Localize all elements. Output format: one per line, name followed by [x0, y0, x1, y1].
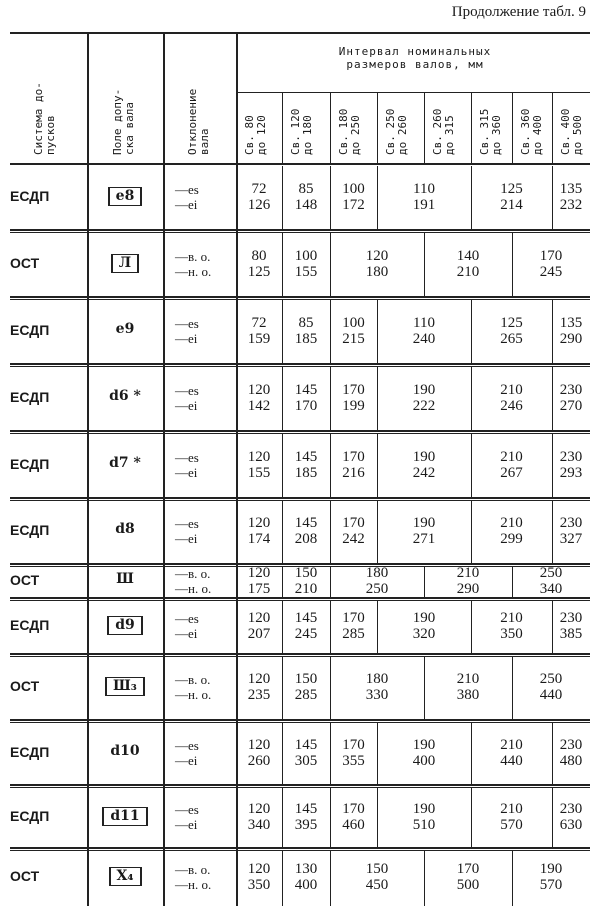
- row-rule: [10, 430, 590, 432]
- row-rule: [10, 500, 590, 501]
- value-cell: 135 290: [559, 314, 583, 347]
- header-range: Св. 315 до 360: [478, 108, 503, 155]
- field-code: e9: [115, 320, 135, 337]
- row-deviation: —в. о. —н. о.: [175, 672, 212, 702]
- value-cell: 190 320: [412, 610, 436, 642]
- header-system: Система до- пусков: [32, 82, 57, 155]
- value-cell: 210 267: [500, 448, 523, 481]
- range-col-rule: [512, 92, 513, 163]
- field-code: d9: [107, 616, 143, 635]
- range-col-rule: [282, 92, 283, 163]
- row-rule: [10, 653, 590, 655]
- value-cell: 190 242: [412, 448, 436, 481]
- value-cell: 85 148: [294, 180, 318, 213]
- value-cell: 85 185: [294, 314, 318, 347]
- value-cell: 100 155: [294, 247, 318, 280]
- value-cell: 145 395: [294, 800, 318, 833]
- row-system: ЕСДП: [10, 321, 50, 338]
- value-cell: 72 126: [247, 180, 271, 213]
- row-rule: [10, 847, 590, 849]
- value-cell: 230 480: [559, 736, 583, 769]
- row-rule: [10, 366, 590, 367]
- row-field: [87, 571, 163, 588]
- row-deviation: —es —ei: [175, 737, 199, 768]
- value-cell: 100 215: [342, 314, 365, 347]
- row-rule: [10, 600, 590, 601]
- table-caption: Продолжение табл. 9: [451, 4, 586, 20]
- value-cell: 170 500: [456, 861, 480, 893]
- rule-header-bottom: [10, 163, 590, 165]
- row-field: [87, 867, 163, 886]
- row-rule: [10, 784, 590, 786]
- value-cell: 170 216: [342, 448, 365, 481]
- range-col-rule: [471, 92, 472, 163]
- rule-top: [10, 32, 590, 34]
- row-rule: [10, 722, 590, 723]
- value-cell: 120 235: [247, 671, 271, 703]
- value-cell: 210 350: [500, 610, 523, 642]
- header-range: Св. 260 до 315: [431, 108, 456, 155]
- row-system: ЕСДП: [10, 455, 50, 472]
- value-cell: 120 207: [247, 610, 271, 642]
- value-cell: 170 245: [539, 247, 563, 280]
- row-deviation: —es —ei: [175, 801, 199, 832]
- header-field: Поле допу- ска вала: [111, 88, 136, 155]
- row-rule: [10, 232, 590, 233]
- row-field: [87, 616, 163, 635]
- range-col-rule: [330, 92, 331, 163]
- row-deviation: —es —ei: [175, 516, 199, 546]
- value-cell: 120 155: [247, 448, 271, 481]
- value-cell: 150 285: [294, 671, 318, 703]
- row-deviation: —в. о. —н. о.: [175, 566, 212, 596]
- row-system: ЕСДП: [10, 743, 50, 760]
- field-code: Л: [111, 254, 139, 273]
- value-cell: 150 450: [365, 861, 389, 893]
- range-col-rule: [424, 92, 425, 163]
- value-cell: 145 185: [294, 448, 318, 481]
- row-rule: [10, 229, 590, 231]
- row-deviation: —в. о. —н. о.: [175, 248, 212, 279]
- field-code: Ш₃: [105, 677, 145, 696]
- value-cell: 210 570: [500, 800, 523, 833]
- value-cell: 80 125: [247, 247, 271, 280]
- value-cell: 170 242: [342, 515, 365, 547]
- row-rule: [10, 719, 590, 721]
- row-rule: [10, 433, 590, 434]
- header-deviation: Отклонение вала: [186, 88, 211, 155]
- header-range: Св. 360 до 400: [519, 108, 544, 155]
- value-cell: 170 285: [342, 610, 365, 642]
- value-cell: 110 240: [412, 314, 436, 347]
- row-system: ЕСДП: [10, 388, 50, 405]
- row-deviation: —es —ei: [175, 181, 199, 212]
- row-rule: [10, 656, 590, 657]
- value-cell: 125 265: [500, 314, 523, 347]
- row-field: [87, 321, 163, 338]
- value-cell: 145 170: [294, 381, 318, 414]
- range-col-rule: [552, 92, 553, 163]
- field-code: Х₄: [109, 867, 142, 886]
- value-cell: 150 210: [294, 565, 318, 597]
- row-system: ЕСДП: [10, 187, 50, 204]
- header-range: Св. 400 до 500: [559, 108, 584, 155]
- field-code: Ш: [116, 571, 134, 587]
- value-cell: 120 142: [247, 381, 271, 414]
- field-code: d7 *: [109, 454, 141, 471]
- row-deviation: —es —ei: [175, 611, 199, 641]
- value-cell: 110 191: [412, 180, 436, 213]
- value-cell: 72 159: [247, 314, 271, 347]
- row-system: ОСТ: [10, 678, 40, 694]
- row-field: [87, 254, 163, 273]
- value-cell: 230 293: [559, 448, 583, 481]
- value-cell: 170 460: [342, 800, 365, 833]
- row-rule: [10, 299, 590, 300]
- value-cell: 145 305: [294, 736, 318, 769]
- row-rule: [10, 787, 590, 788]
- value-cell: 190 510: [412, 800, 436, 833]
- value-cell: 135 232: [559, 180, 583, 213]
- row-rule: [10, 597, 590, 599]
- value-cell: 120 350: [247, 861, 271, 893]
- header-interval: Интервал номинальных размеров валов, мм: [338, 45, 492, 71]
- header-range: Св. 120 до 180: [289, 108, 314, 155]
- row-field: [87, 743, 163, 760]
- value-cell: 140 210: [456, 247, 480, 280]
- row-field: [87, 388, 163, 405]
- value-cell: 210 290: [456, 565, 480, 597]
- value-cell: 190 400: [412, 736, 436, 769]
- row-field: [87, 187, 163, 206]
- value-cell: 230 630: [559, 800, 583, 833]
- value-cell: 120 260: [247, 736, 271, 769]
- row-system: ОСТ: [10, 254, 40, 271]
- value-cell: 210 380: [456, 671, 480, 703]
- value-cell: 120 174: [247, 515, 271, 547]
- row-rule: [10, 296, 590, 298]
- row-deviation: —es —ei: [175, 449, 199, 480]
- field-code: d8: [115, 521, 135, 537]
- row-field: [87, 677, 163, 696]
- field-code: d11: [102, 807, 147, 826]
- row-rule: [10, 363, 590, 365]
- header-range: Св. 180 до 250: [337, 108, 362, 155]
- rule-ranges-top: [236, 92, 590, 93]
- value-cell: 230 270: [559, 381, 583, 414]
- value-cell: 230 385: [559, 610, 583, 642]
- field-code: e8: [108, 187, 143, 206]
- row-system: ЕСДП: [10, 617, 50, 633]
- field-code: d10: [110, 742, 140, 759]
- header-range: Св. 80 до 120: [243, 115, 268, 155]
- value-cell: 130 400: [294, 861, 318, 893]
- row-system: ЕСДП: [10, 807, 50, 824]
- value-cell: 170 199: [342, 381, 365, 414]
- row-field: [87, 521, 163, 538]
- row-field: [87, 455, 163, 472]
- value-cell: 170 355: [342, 736, 365, 769]
- row-system: ОСТ: [10, 868, 40, 884]
- value-cell: 125 214: [500, 180, 523, 213]
- value-cell: 230 327: [559, 515, 583, 547]
- row-system: ЕСДП: [10, 522, 50, 538]
- field-code: d6 *: [109, 387, 141, 404]
- row-rule: [10, 497, 590, 499]
- value-cell: 100 172: [342, 180, 365, 213]
- value-cell: 250 340: [539, 565, 563, 597]
- row-deviation: —es —ei: [175, 315, 199, 346]
- value-cell: 120 175: [247, 565, 271, 597]
- value-cell: 190 222: [412, 381, 436, 414]
- row-system: ОСТ: [10, 572, 40, 588]
- row-deviation: —es —ei: [175, 382, 199, 413]
- value-cell: 180 330: [365, 671, 389, 703]
- value-cell: 190 271: [412, 515, 436, 547]
- value-cell: 210 299: [500, 515, 523, 547]
- value-cell: 120 180: [365, 247, 389, 280]
- value-cell: 190 570: [539, 861, 563, 893]
- row-field: [87, 807, 163, 826]
- value-cell: 120 340: [247, 800, 271, 833]
- range-col-rule: [377, 92, 378, 163]
- value-cell: 145 208: [294, 515, 318, 547]
- value-cell: 145 245: [294, 610, 318, 642]
- row-deviation: —в. о. —н. о.: [175, 862, 212, 892]
- value-cell: 210 246: [500, 381, 523, 414]
- col-rule: [163, 32, 165, 906]
- header-range: Св. 250 до 260: [384, 108, 409, 155]
- value-cell: 210 440: [500, 736, 523, 769]
- row-rule: [10, 850, 590, 851]
- value-cell: 250 440: [539, 671, 563, 703]
- value-cell: 180 250: [365, 565, 389, 597]
